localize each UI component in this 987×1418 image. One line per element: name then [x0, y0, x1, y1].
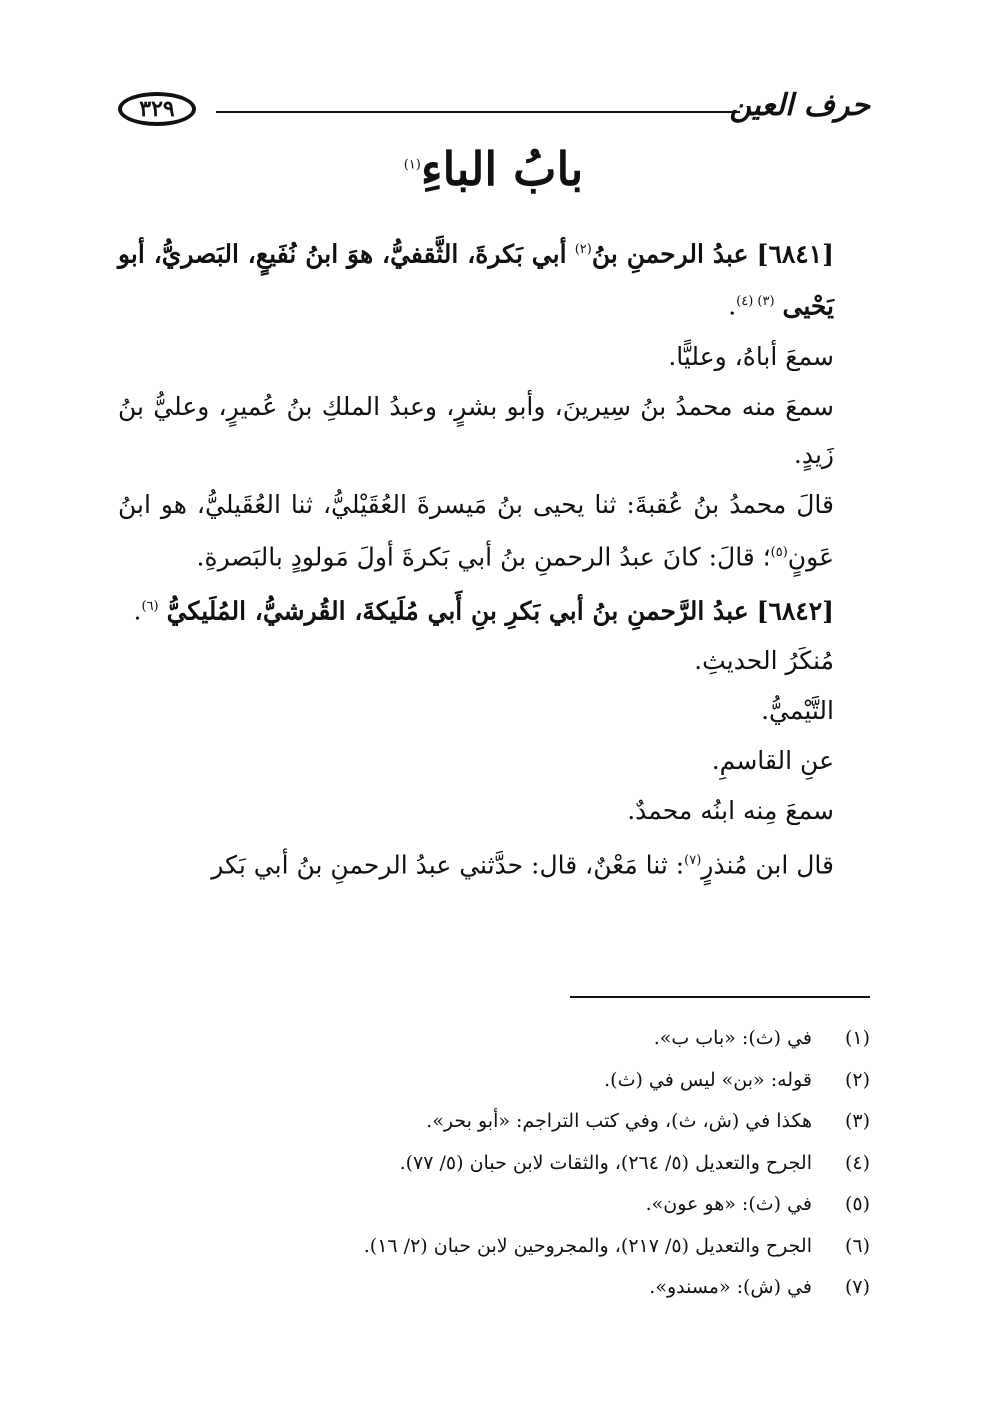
paragraph-text: ؛ قالَ: كانَ عبدُ الرحمنِ بنُ أبي بَكرةَ أولَ مَولودٍ بالبَصرةِ.	[196, 541, 771, 571]
entry-heading	[118, 226, 870, 331]
paragraph-text: قالَ محمدُ بنُ عُقبةَ: ثنا يحيى بنُ مَيسرةَ العُقَيْليُّ، ثنا العُقَيليُّ، هو ابنُ عَونٍ	[118, 489, 834, 571]
footnote-mark: (٣) (٤)	[736, 294, 775, 310]
entry-paragraph: سمعَ أباهُ، وعليًّا.	[668, 341, 834, 371]
footnote-text: في (ث): «هو عون».	[645, 1193, 812, 1215]
header-rule	[216, 111, 740, 113]
footnote-mark: (٦)	[141, 598, 159, 614]
entry-heading	[118, 583, 870, 635]
page-number: ٣٢٩	[118, 92, 196, 126]
entry-paragraph	[118, 837, 870, 889]
end-punctuation: .	[728, 291, 737, 321]
footnote-number: (٤)	[844, 1151, 870, 1174]
entry-paragraph: سمعَ مِنه ابنُه محمدٌ.	[627, 796, 834, 826]
footnote-mark: (٥)	[770, 544, 788, 560]
entry-paragraph: التَّيْميُّ.	[761, 696, 834, 726]
footnote-number: (٧)	[844, 1276, 870, 1298]
footnote-number: (٥)	[844, 1193, 870, 1215]
chapter-title	[0, 140, 987, 200]
entry-name-part: أبي بَكرةَ، الثَّقفيُّ، هوَ ابنُ نُفَيعٍ، البَصريُّ، أبو يَحْيى	[118, 239, 834, 321]
entry-paragraph: مُنكَرُ الحديثِ.	[694, 646, 834, 676]
footnote-text: في (ث): «باب ب».	[653, 1027, 812, 1049]
footnote-item	[118, 1267, 870, 1309]
footnote-number: (١)	[844, 1027, 870, 1049]
running-header	[118, 88, 870, 140]
entry-paragraph: سمعَ منه محمدُ بنُ سِيرينَ، وأبو بشرٍ، وعبدُ الملكِ بنُ عُميرٍ، وعليُّ بنُ زَيدٍ.	[118, 391, 834, 469]
entry-name: عبدُ الرَّحمنِ بنُ أبي بَكرِ بنِ أَبي مُلَيكةَ، القُرشيُّ، المُلَيكيُّ	[166, 596, 749, 626]
paragraph-text: : ثنا مَعْنٌ، قال: حدَّثني عبدُ الرحمنِ بنُ أبي بَكر	[211, 850, 685, 880]
entry-number: [٦٨٤٢]	[756, 596, 834, 626]
end-punctuation: .	[133, 596, 142, 626]
entry-paragraph	[118, 481, 870, 581]
footnote-item	[118, 1226, 870, 1268]
entry-name-part: عبدُ الرحمنِ بنُ	[591, 239, 749, 269]
footnote-mark: (٧)	[684, 853, 702, 869]
footnote-mark: (٢)	[574, 242, 592, 257]
footnote-separator	[570, 996, 870, 998]
footnote-number: (٣)	[844, 1110, 870, 1132]
footnote-item	[118, 1060, 870, 1102]
entry-paragraph: عنِ القاسمِ.	[711, 746, 834, 776]
footnote-text: في (ش): «مسندو».	[649, 1276, 812, 1298]
footnote-mark: (١)	[403, 157, 421, 173]
main-text	[118, 226, 870, 892]
footnote-text: قوله: «بن» ليس في (ث).	[604, 1068, 812, 1091]
chapter-title-text: بابُ الباءِ	[420, 142, 584, 196]
footnote-number: (٢)	[844, 1068, 870, 1091]
footnote-item	[118, 1143, 870, 1185]
footnote-text: الجرح والتعديل (٥/ ٢٦٤)، والثقات لابن حبان (٥/ ٧٧).	[399, 1151, 812, 1174]
footnotes	[118, 1018, 870, 1309]
footnote-item	[118, 1184, 870, 1226]
footnote-number: (٦)	[844, 1234, 870, 1257]
paragraph-text: قال ابن مُنذرٍ	[701, 850, 834, 880]
entry-number: [٦٨٤١]	[756, 239, 835, 269]
section-title: حرف العين	[729, 88, 870, 123]
footnote-text: هكذا في (ش، ث)، وفي كتب التراجم: «أبو بحر».	[426, 1110, 812, 1132]
footnote-text: الجرح والتعديل (٥/ ٢١٧)، والمجروحين لابن حبان (٢/ ١٦).	[363, 1234, 812, 1257]
footnote-item	[118, 1018, 870, 1060]
footnote-item	[118, 1101, 870, 1143]
